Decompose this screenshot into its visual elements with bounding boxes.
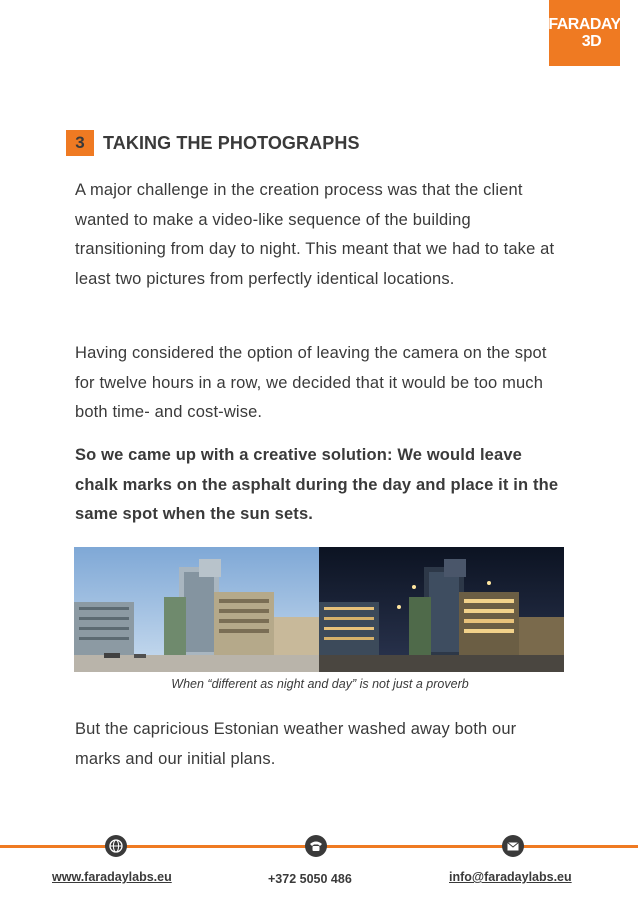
- logo-line1: FARADAY: [548, 16, 621, 33]
- paragraph-weather: But the capricious Estonian weather washed away both our marks and our initial plans.: [75, 720, 517, 768]
- day-night-photo: [74, 547, 564, 672]
- globe-icon: [105, 835, 127, 857]
- paragraph-creative-solution: So we came up with a creative solution: We would leave chalk marks on the asphalt during the day and place it in the same spot when the sun sets.: [75, 446, 559, 523]
- phone-icon: [305, 835, 327, 857]
- section-heading: [66, 130, 360, 156]
- logo-line2: 3D: [581, 33, 602, 50]
- section-number: 3: [66, 130, 94, 156]
- night-photo: [319, 547, 564, 672]
- phone-number: +372 5050 486: [268, 872, 352, 886]
- website-link[interactable]: www.faradaylabs.eu: [52, 870, 172, 884]
- mail-icon: [502, 835, 524, 857]
- day-photo: [74, 547, 319, 672]
- paragraph-challenge: A major challenge in the creation process was that the client wanted to make a video-like sequence of the building transitioning from day to night. This meant that we had to take at least two pictures from perfectly identical locations.: [75, 181, 555, 288]
- paragraph-camera-option: Having considered the option of leaving the camera on the spot for twelve hours in a row, we decided that it would be too much both time- and cost-wise.: [75, 344, 547, 421]
- email-link[interactable]: info@faradaylabs.eu: [449, 870, 572, 884]
- faraday-3d-logo: [549, 0, 620, 66]
- section-title: TAKING THE PHOTOGRAPHS: [103, 132, 360, 153]
- photo-caption: When “different as night and day” is not just a proverb: [171, 677, 469, 691]
